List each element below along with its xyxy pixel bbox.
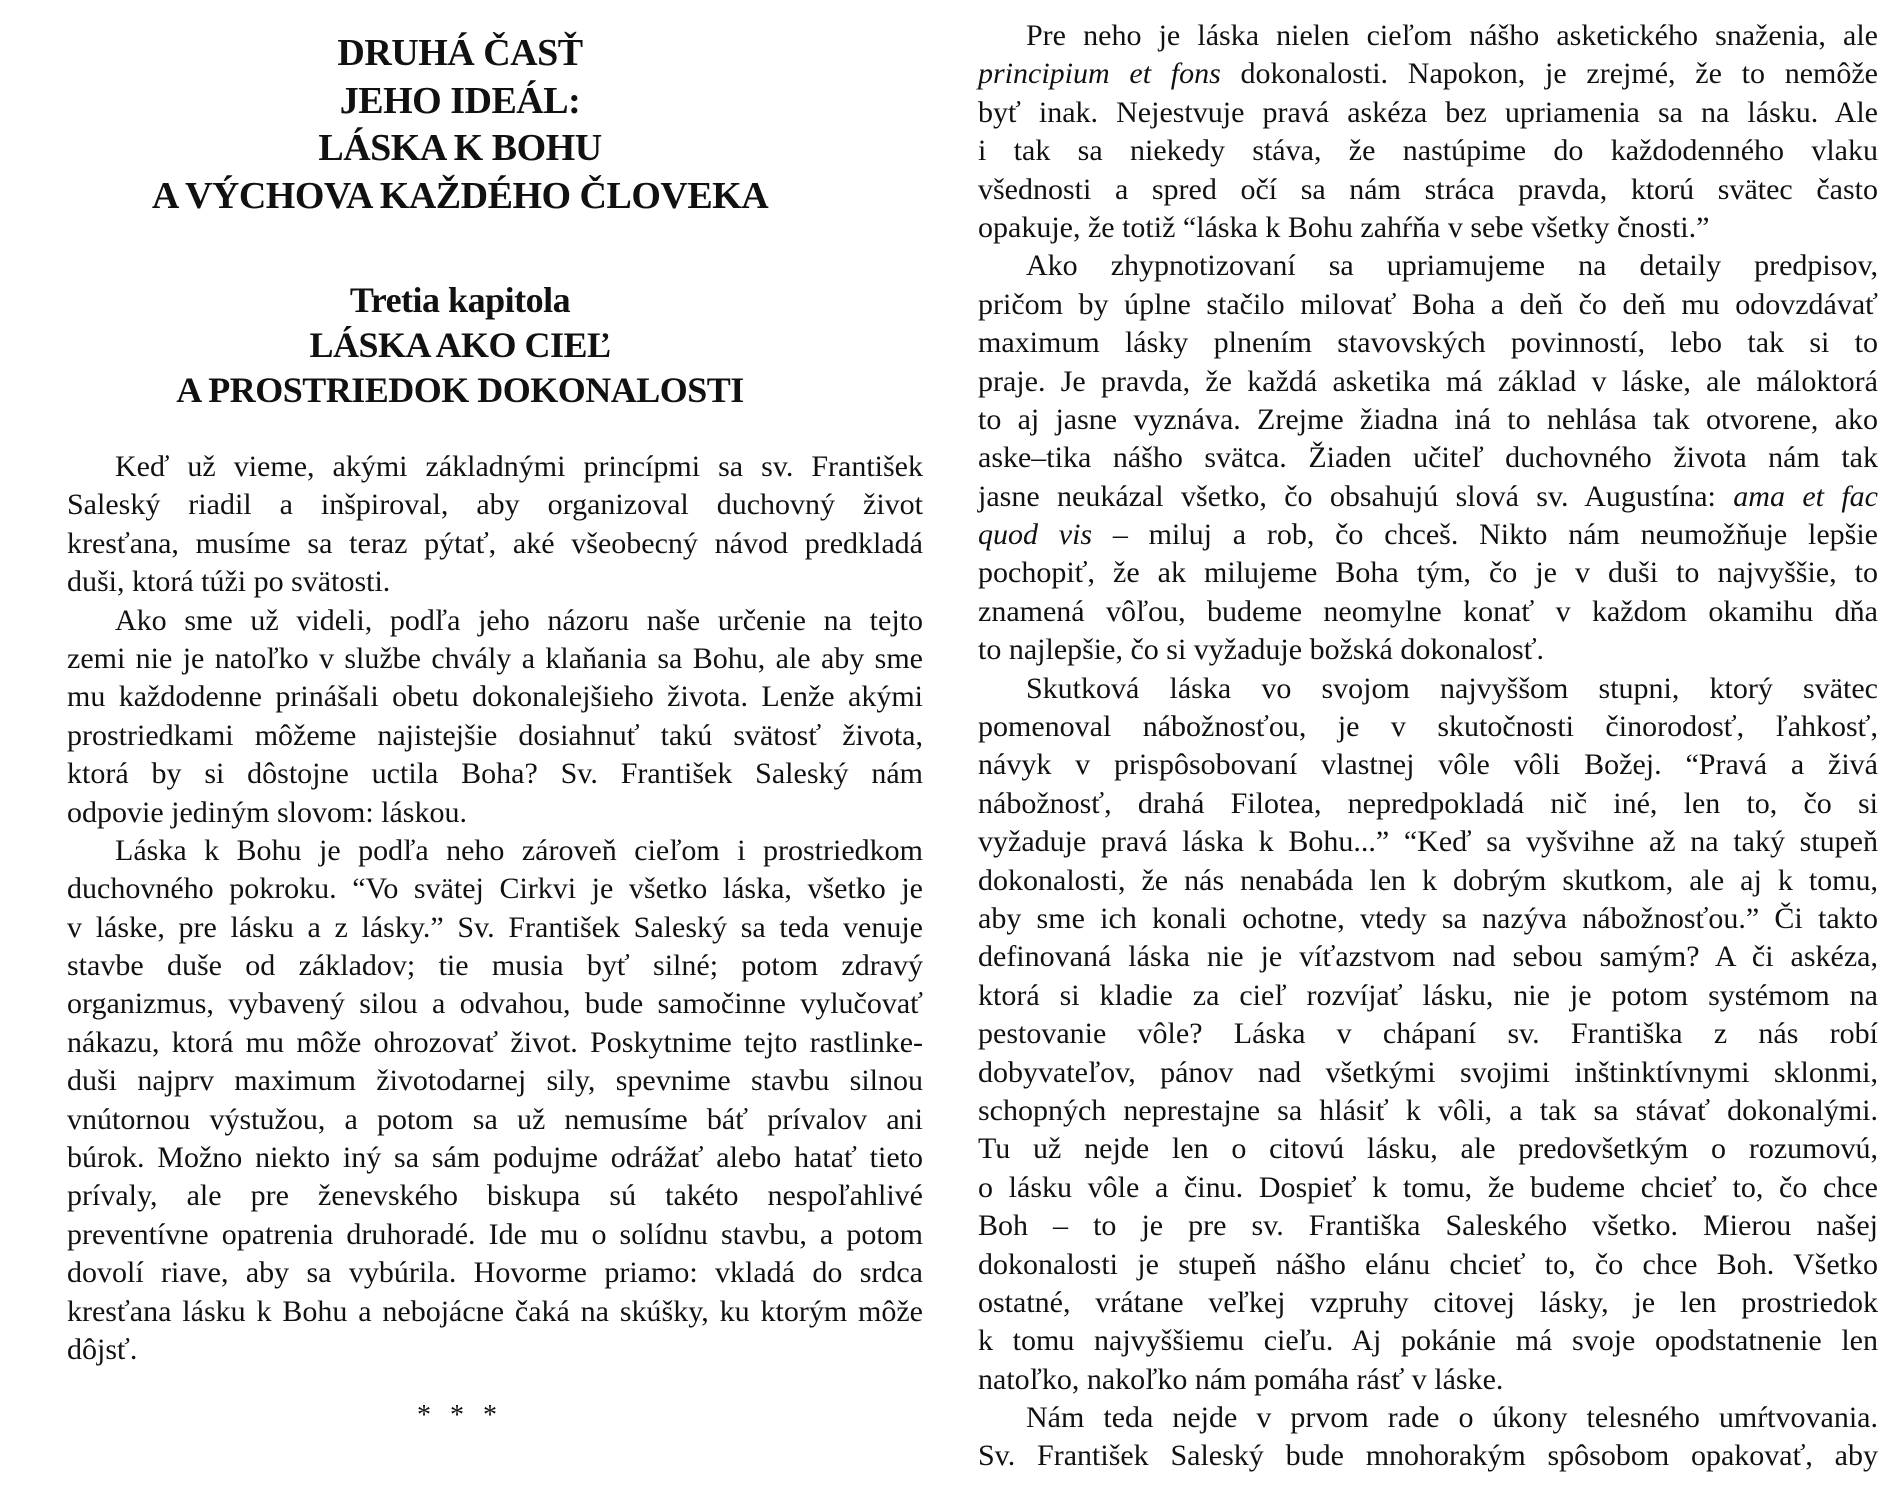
text-line: dovolí riave, aby sa vybúrila. Hovorme priamo: vkladá do srdca (67, 1256, 923, 1290)
text-line: odpovie jediným slovom: láskou. (67, 795, 467, 829)
text-line: nákazu, ktorá mu môže ohrozovať život. Poskytnime tejto rastlinke- (67, 1025, 923, 1059)
text-line: o lásku vôle a činu. Dospieť k tomu, že budeme chcieť to, čo chce (978, 1170, 1878, 1204)
text-line: organizmus, vybavený silou a odvahou, bude samočinne vylučovať (67, 987, 923, 1021)
chapter-title (60, 278, 860, 413)
text-line: preventívne opatrenia druhoradé. Ide mu o solídnu stavbu, a potom (67, 1217, 923, 1251)
text-line: Skutková láska vo svojom najvyššom stupni, ktorý svätec (1026, 671, 1878, 705)
text-line: návyk v prispôsobovaní vlastnej vôle vôli Božej. “Pravá a živá (978, 748, 1878, 782)
text-line: byť inak. Nejestvuje pravá askéza bez upriamenia sa na lásku. Ale (978, 95, 1878, 129)
text-line: kresťana lásku k Bohu a nebojácne čaká na skúšky, ku ktorým môže (67, 1294, 923, 1328)
text-line: Boh – to je pre sv. Františka Saleského všetko. Mierou našej (978, 1209, 1878, 1243)
text-line: ktorá by si dôstojne uctila Boha? Sv. František Saleský nám (67, 757, 923, 791)
paragraph (978, 1399, 1878, 1476)
text-line: prívaly, ale pre ženevského biskupa sú takéto nespoľahlivé (67, 1179, 923, 1213)
text-line: dobyvateľov, pánov nad všetkými svojimi inštinktívnymi sklonmi, (978, 1055, 1878, 1089)
part-title-line: LÁSKA K BOHU (318, 127, 602, 169)
italic-phrase: ama et fac (1733, 479, 1879, 513)
text-line: Sv. František Saleský bude mnohorakým spôsobom opakovať, aby (978, 1439, 1878, 1473)
text-line: maximum lásky plnením stavovských povinností, lebo tak si to (978, 326, 1878, 360)
chapter-title-line: LÁSKA AKO CIEĽ (309, 325, 611, 365)
text-line: ostatné, vrátane veľkej vzpruhy citovej lásky, je len prostriedok (978, 1285, 1878, 1319)
text-line: duši, ktorá túži po svätosti. (67, 565, 391, 599)
text-line: to aj jasne vyznáva. Zrejme žiadna iná to nehlása tak otvorene, ako (978, 402, 1878, 436)
paragraph (67, 602, 923, 832)
text-line: mu každodenne prinášali obetu dokonalejšieho života. Lenže akými (67, 680, 923, 714)
italic-phrase: principium et fons (978, 57, 1221, 91)
text-line: k tomu najvyššiemu cieľu. Aj pokánie má svoje opodstatnenie len (978, 1324, 1878, 1358)
chapter-number: Tretia kapitola (349, 280, 571, 320)
paragraph (978, 17, 1878, 247)
text-line: schopných neprestajne sa hlásiť k vôli, a tak sa stávať dokonalými. (978, 1093, 1878, 1127)
part-title-line: A VÝCHOVA KAŽDÉHO ČLOVEKA (151, 174, 769, 217)
text-line: pomenoval nábožnosťou, je v skutočnosti činorodosť, ľahkosť, (978, 710, 1878, 744)
text-segment: – miluj a rob, čo chceš. Nikto nám neumožňuje lepšie (1092, 518, 1878, 552)
text-line: Keď už vieme, akými základnými princípmi sa sv. František (115, 450, 923, 483)
right-page (947, 0, 1894, 1500)
text-line: dokonalosti je stupeň nášho elánu chcieť to, čo chce Boh. Všetko (978, 1247, 1878, 1281)
text-segment: dokonalosti. Napokon, je zrejmé, že to nemôže (1220, 57, 1878, 91)
text-line: všednosti a spred očí sa nám stráca pravda, ktorú svätec často (978, 172, 1878, 206)
text-line (978, 478, 1878, 516)
text-line: duši najprv maximum životodarnej sily, spevnime stavbu silnou (67, 1064, 923, 1098)
part-title-line: DRUHÁ ČASŤ (337, 32, 583, 74)
text-line: kresťana, musíme sa teraz pýtať, aké všeobecný návod predkladá (67, 526, 923, 560)
right-body-text (978, 17, 1878, 1476)
text-line: definovaná láska nie je víťazstvom nad sebou samým? A či askéza, (978, 940, 1878, 974)
text-line: vyžaduje pravá láska k Bohu...” “Keď sa vyšvihne až na taký stupeň (978, 825, 1878, 859)
text-line: Ako sme už videli, podľa jeho názoru naše určenie na tejto (115, 603, 923, 637)
text-segment: jasne neukázal všetko, čo obsahujú slová sv. Augustína: (978, 479, 1734, 513)
italic-phrase: quod vis (978, 518, 1093, 552)
text-line: duchovného pokroku. “Vo svätej Cirkvi je všetko láska, všetko je (67, 872, 923, 906)
part-title (60, 30, 860, 220)
text-line: Tu už nejde len o citovú lásku, ale predovšetkým o rozumovú, (978, 1132, 1878, 1166)
text-line: Nám teda nejde v prvom rade o úkony telesného umŕtvovania. (1026, 1401, 1878, 1435)
text-line: zemi nie je natoľko v službe chvály a klaňania sa Bohu, ale aby sme (67, 641, 923, 675)
text-line (978, 55, 1878, 93)
text-line: Pre neho je láska nielen cieľom nášho asketického snaženia, ale (1026, 19, 1878, 52)
text-line: vnútornou výstužou, a potom sa už nemusíme báť prívalov ani (67, 1102, 923, 1136)
text-line: ktorá si kladie za cieľ rozvíjať lásku, nie je potom systémom na (978, 978, 1878, 1012)
chapter-title-line: A PROSTRIEDOK DOKONALOSTI (176, 370, 744, 410)
part-title-line: JEHO IDEÁL: (339, 79, 581, 122)
left-body-text (67, 448, 923, 1369)
text-line: dôjsť. (67, 1332, 138, 1366)
text-line: Ako zhypnotizovaní sa upriamujeme na detaily predpisov, (1026, 249, 1878, 283)
text-line: stavbe duše od základov; tie musia byť silné; potom zdravý (67, 949, 923, 983)
text-line: opakuje, že totiž “láska k Bohu zahŕňa v sebe všetky čnosti.” (978, 210, 1710, 244)
text-line: to najlepšie, čo si vyžaduje božská dokonalosť. (978, 633, 1545, 667)
text-line: aske–tika nášho svätca. Žiaden učiteľ duchovného života nám tak (978, 441, 1878, 475)
text-line: i tak sa niekedy stáva, že nastúpime do každodenného vlaku (978, 134, 1878, 168)
text-line: búrok. Možno niekto iný sa sám podujme odrážať alebo hatať tieto (67, 1141, 923, 1175)
text-line: znamená vôľou, budeme neomylne konať v každom okamihu dňa (978, 594, 1878, 628)
text-line: prostriedkami môžeme najistejšie dosiahnuť takú svätosť života, (67, 718, 923, 752)
text-line: pochopiť, že ak milujeme Boha tým, čo je v duši to najvyššie, to (978, 556, 1878, 590)
text-line: v láske, pre lásku a z lásky.” Sv. František Saleský sa teda venuje (67, 910, 923, 944)
text-line: nábožnosť, drahá Filotea, nepredpokladá nič iné, len to, čo si (978, 786, 1878, 820)
text-line: aby sme ich konali ochotne, vtedy sa nazýva nábožnosťou.” Či takto (978, 901, 1878, 935)
text-line: Saleský riadil a inšpiroval, aby organizoval duchovný život (67, 488, 923, 522)
text-line: pričom by úplne stačilo milovať Boha a deň čo deň mu odovzdávať (978, 287, 1878, 321)
text-line (978, 516, 1878, 554)
text-line: dokonalosti, že nás nenabáda len k dobrým skutkom, ale aj k tomu, (978, 863, 1878, 897)
paragraph (67, 832, 923, 1369)
section-separator: * * * (417, 1400, 503, 1431)
paragraph (978, 247, 1878, 669)
paragraph (978, 670, 1878, 1399)
text-line: pestovanie vôle? Láska v chápaní sv. Františka z nás robí (978, 1017, 1878, 1051)
text-line: praje. Je pravda, že každá asketika má základ v láske, ale máloktorá (978, 364, 1878, 398)
text-line: natoľko, nakoľko nám pomáha rásť v láske. (978, 1362, 1504, 1396)
paragraph (67, 448, 923, 602)
text-line: Láska k Bohu je podľa neho zároveň cieľom i prostriedkom (115, 833, 923, 867)
